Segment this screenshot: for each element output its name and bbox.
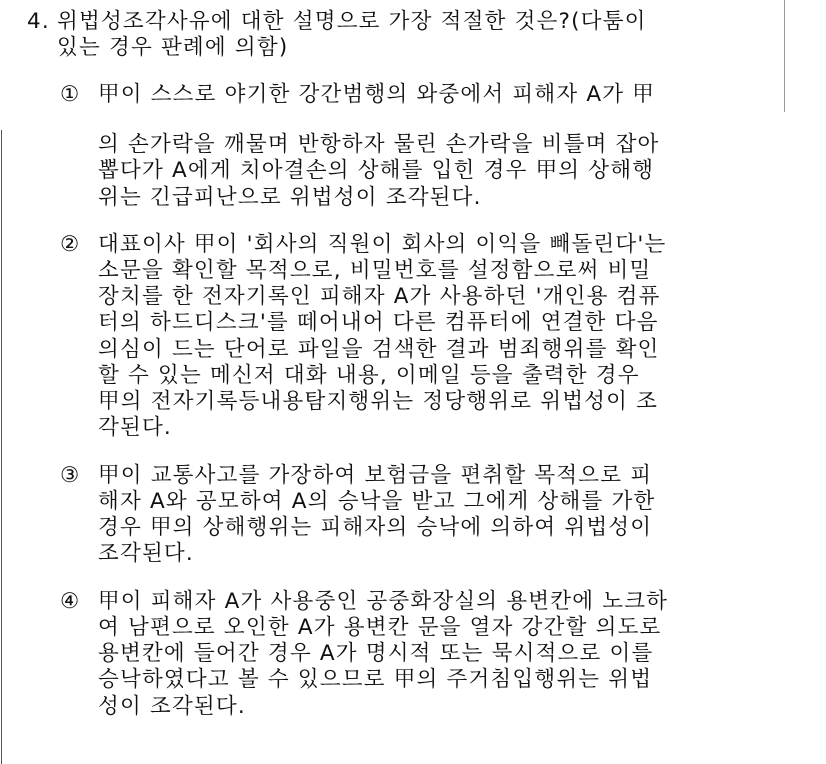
- option-text-line: 승낙하였다고 볼 수 있으므로 甲의 주거침입행위는 위법: [98, 667, 653, 692]
- option-text-line: 성이 조각된다.: [98, 694, 246, 719]
- option-text-line: 장치를 한 전자기록인 피해자 A가 사용하던 '개인용 컴퓨: [98, 284, 661, 309]
- option-text-line: 해자 A와 공모하여 A의 승낙을 받고 그에게 상해를 가한: [98, 489, 656, 514]
- option-text-line: 조각된다.: [98, 541, 194, 566]
- option-text-line: 위는 긴급피난으로 위법성이 조각된다.: [98, 185, 482, 210]
- option-text-line: 甲이 교통사고를 가장하여 보험금을 편취할 목적으로 피: [98, 463, 653, 488]
- option-text-line: 대표이사 甲이 '회사의 직원이 회사의 이익을 빼돌린다'는: [98, 232, 667, 257]
- question-number: 4.: [27, 9, 50, 34]
- option-text-line: 의심이 드는 단어로 파일을 검색한 결과 범죄행위를 확인: [98, 337, 660, 362]
- option-text-line: 甲의 전자기록등내용탐지행위는 정당행위로 위법성이 조: [98, 389, 659, 414]
- column-divider-right: [784, 0, 785, 112]
- column-divider-left: [1, 130, 2, 764]
- option-text-line: 뽑다가 A에게 치아결손의 상해를 입힌 경우 甲의 상해행: [98, 158, 655, 183]
- option-text-line: 할 수 있는 메신저 대화 내용, 이메일 등을 출력한 경우: [98, 363, 640, 388]
- option-marker: ①: [60, 82, 81, 107]
- option-text-line: 甲이 스스로 야기한 강간범행의 와중에서 피해자 A가 甲: [98, 82, 655, 107]
- option-marker: ④: [60, 589, 81, 614]
- option-text-line: 甲이 피해자 A가 사용중인 공중화장실의 용변칸에 노크하: [98, 589, 669, 614]
- option-text-line: 여 남편으로 오인한 A가 용변칸 문을 열자 강간할 의도로: [98, 615, 662, 640]
- question-text-line: 있는 경우 판례에 의함): [57, 35, 289, 60]
- option-text-line: 각된다.: [98, 415, 172, 440]
- option-marker: ②: [60, 232, 81, 257]
- option-text-line: 의 손가락을 깨물며 반항하자 물린 손가락을 비틀며 잡아: [98, 132, 660, 157]
- question-text-line: 위법성조각사유에 대한 설명으로 가장 적절한 것은?(다툼이: [57, 9, 647, 34]
- option-text-line: 용변칸에 들어간 경우 A가 명시적 또는 묵시적으로 이를: [98, 641, 654, 666]
- option-text-line: 터의 하드디스크'를 떼어내어 다른 컴퓨터에 연결한 다음: [98, 310, 659, 335]
- option-marker: ③: [60, 463, 81, 488]
- option-text-line: 경우 甲의 상해행위는 피해자의 승낙에 의하여 위법성이: [98, 515, 653, 540]
- option-text-line: 소문을 확인할 목적으로, 비밀번호를 설정함으로써 비밀: [98, 258, 652, 283]
